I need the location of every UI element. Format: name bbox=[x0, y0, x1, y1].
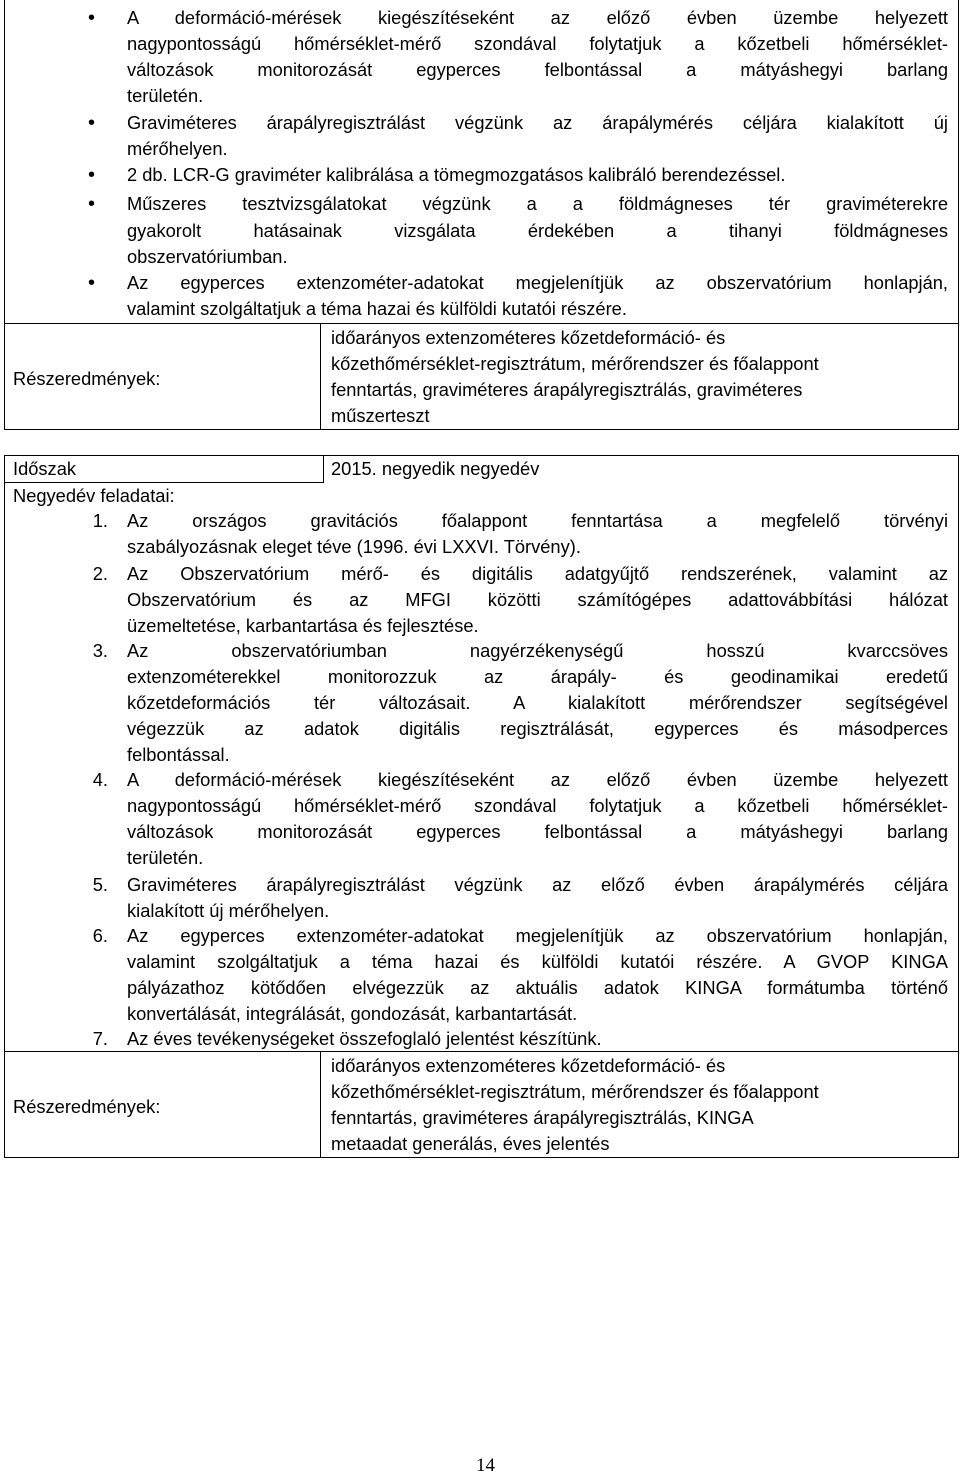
table-divider bbox=[320, 1051, 321, 1158]
text-line: Graviméteres árapályregisztrálást végzünk az árapálymérés céljára kialakított új bbox=[127, 112, 948, 133]
period-value: 2015. negyedik negyedév bbox=[331, 458, 540, 479]
text-line: Az országos gravitációs főalappont fenntartása a megfelelő törvényi bbox=[127, 510, 948, 531]
text-line: kőzethőmérséklet-regisztrátum, mérőrendszer és főalappont bbox=[331, 1081, 819, 1102]
text-line: Az obszervatóriumban nagyérzékenységű hosszú kvarccsöves bbox=[127, 640, 948, 661]
text-line: műszerteszt bbox=[331, 405, 430, 426]
text-line: fenntartás, graviméteres árapályregisztrálás, graviméteres bbox=[331, 379, 803, 400]
text-line: kőzetdeformációs tér változásait. A kialakított mérőrendszer segítségével bbox=[127, 692, 948, 713]
bullet: • bbox=[88, 272, 96, 294]
item-number: 3. bbox=[92, 640, 108, 661]
text-line: időarányos extenzométeres kőzetdeformáció- és bbox=[331, 1055, 726, 1076]
item-number: 1. bbox=[92, 510, 108, 531]
text-line: Az egyperces extenzométer-adatokat megjelenítjük az obszervatórium honlapján, bbox=[127, 925, 948, 946]
text-line: üzemeltetése, karbantartása és fejlesztése. bbox=[127, 615, 479, 636]
page-number: 14 bbox=[476, 1455, 495, 1476]
text-line: Az Obszervatórium mérő- és digitális adatgyűjtő rendszerének, valamint az bbox=[127, 563, 948, 584]
text-line: szabályozásnak eleget téve (1996. évi LXXVI. Törvény). bbox=[127, 536, 581, 557]
text-line: fenntartás, graviméteres árapályregisztrálás, KINGA bbox=[331, 1107, 754, 1128]
text-line: kőzethőmérséklet-regisztrátum, mérőrendszer és főalappont bbox=[331, 353, 819, 374]
text-line: obszervatóriumban. bbox=[127, 246, 288, 267]
text-line: területén. bbox=[127, 847, 204, 868]
text-line: 2 db. LCR-G graviméter kalibrálása a tömegmozgatásos kalibráló berendezéssel. bbox=[127, 164, 786, 185]
bullet: • bbox=[88, 112, 96, 134]
bullet: • bbox=[88, 164, 96, 186]
text-line: valamint szolgáltatjuk a téma hazai és külföldi kutatói részére. bbox=[127, 298, 627, 319]
text-line: gyakorolt hatásainak vizsgálata érdekében a tihanyi földmágneses bbox=[127, 220, 948, 241]
item-number: 7. bbox=[92, 1028, 108, 1049]
text-line: Az egyperces extenzométer-adatokat megjelenítjük az obszervatórium honlapján, bbox=[127, 272, 948, 293]
results-label: Részeredmények: bbox=[13, 1096, 161, 1117]
text-line: Az éves tevékenységeket összefoglaló jelentést készítünk. bbox=[127, 1028, 602, 1049]
text-line: végezzük az adatok digitális regisztrálását, egyperces és másodperces bbox=[127, 718, 948, 739]
results-label: Részeredmények: bbox=[13, 368, 161, 389]
text-line: területén. bbox=[127, 85, 204, 106]
text-line: metaadat generálás, éves jelentés bbox=[331, 1133, 610, 1154]
period-label: Időszak bbox=[13, 458, 77, 479]
item-number: 2. bbox=[92, 563, 108, 584]
text-line: kialakított új mérőhelyen. bbox=[127, 900, 330, 921]
text-line: nagypontosságú hőmérséklet-mérő szondával folytatjuk a kőzetbeli hőmérséklet- bbox=[127, 795, 948, 816]
table-divider bbox=[320, 323, 321, 430]
text-line: pályázathoz kötődően elvégezzük az aktuális adatok KINGA formátumba történő bbox=[127, 977, 948, 998]
bullet: • bbox=[88, 7, 96, 29]
text-line: Műszeres tesztvizsgálatokat végzünk a a földmágneses tér graviméterekre bbox=[127, 193, 948, 214]
text-line: Graviméteres árapályregisztrálást végzünk az előző évben árapálymérés céljára bbox=[127, 874, 948, 895]
text-line: Obszervatórium és az MFGI közötti számítógépes adattovábbítási hálózat bbox=[127, 589, 948, 610]
text-line: konvertálását, integrálását, gondozását, karbantartását. bbox=[127, 1003, 578, 1024]
text-line: változások monitorozását egyperces felbontással a mátyáshegyi barlang bbox=[127, 821, 948, 842]
text-line: időarányos extenzométeres kőzetdeformáció- és bbox=[331, 327, 726, 348]
bullet: • bbox=[88, 193, 96, 215]
text-line: A deformáció-mérések kiegészítéseként az előző évben üzembe helyezett bbox=[127, 7, 948, 28]
tasks-label: Negyedév feladatai: bbox=[13, 485, 175, 506]
item-number: 4. bbox=[92, 769, 108, 790]
text-line: mérőhelyen. bbox=[127, 138, 228, 159]
text-line: A deformáció-mérések kiegészítéseként az előző évben üzembe helyezett bbox=[127, 769, 948, 790]
table-divider bbox=[323, 455, 324, 483]
text-line: extenzométerekkel monitorozzuk az árapály- és geodinamikai eredetű bbox=[127, 666, 948, 687]
table-divider bbox=[4, 323, 959, 324]
item-number: 6. bbox=[92, 925, 108, 946]
text-line: felbontással. bbox=[127, 744, 230, 765]
item-number: 5. bbox=[92, 874, 108, 895]
text-line: változások monitorozását egyperces felbontással a mátyáshegyi barlang bbox=[127, 59, 948, 80]
text-line: nagypontosságú hőmérséklet-mérő szondával folytatjuk a kőzetbeli hőmérséklet- bbox=[127, 33, 948, 54]
text-line: valamint szolgáltatjuk a téma hazai és külföldi kutatói részére. A GVOP KINGA bbox=[127, 951, 948, 972]
